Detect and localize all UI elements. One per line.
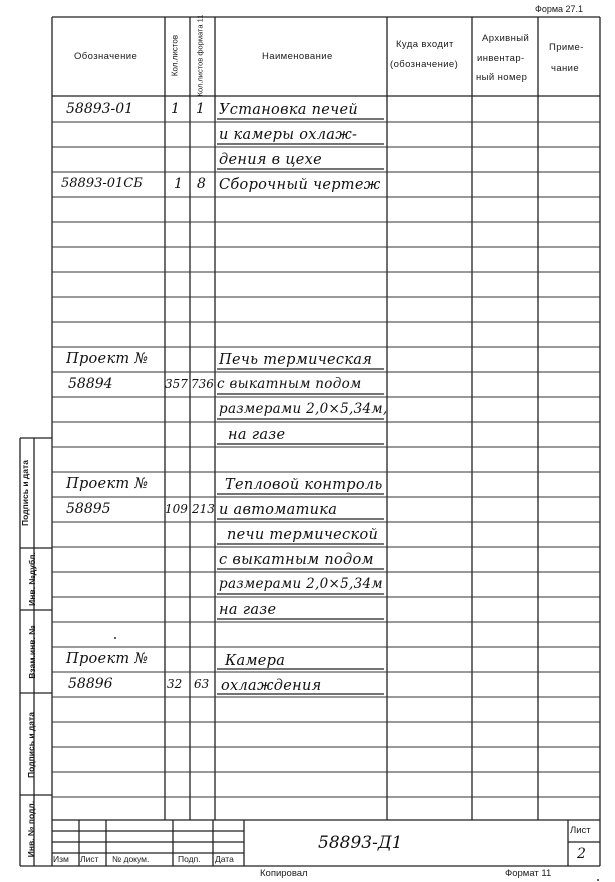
header-note-2: чание [551,63,580,74]
row-sheets: 109 [165,502,188,516]
label-date: Дата [215,854,234,864]
side-label-vzam-inv: Взам.инв. № [27,625,37,679]
row-name: размерами 2,0×5,34м [219,576,383,592]
label-signature: Подп. [178,854,201,864]
header-format-qty: Кол.листов формата 11 [195,14,205,97]
row-format: 63 [194,677,210,691]
row-designation: 58896 [68,676,113,692]
header-note-1: Приме- [549,42,584,53]
side-label-inv-podl: Инв. № подл. [26,800,36,858]
footer-format: Формат 11 [505,868,552,879]
sheet-number: 2 [577,846,586,862]
header-archive-2: инвентар- [477,53,525,64]
sheet-label: Лист [570,825,591,836]
row-designation: 58894 [68,376,113,392]
row-name: охлаждения [221,678,322,694]
header-where-used-1: Куда входит [396,39,454,50]
header-where-used-2: (обозначение) [390,59,459,70]
header-archive-3: ный номер [476,72,528,83]
row-designation: Проект № [66,651,149,667]
row-designation: 58895 [66,501,111,517]
document-code: 58893-Д1 [318,833,403,853]
row-format: 213 [192,502,215,516]
row-name: размерами 2,0×5,34м, [219,401,388,417]
row-designation: 58893-01СБ [61,176,143,191]
row-name: Камера [225,653,286,669]
row-name: Сборочный чертеж [219,177,381,193]
row-name: Установка печей [219,102,358,118]
row-name: с выкатным подом [217,376,362,392]
row-format: 1 [196,101,205,117]
header-archive-1: Архивный [482,33,530,44]
header-name: Наименование [262,51,333,62]
row-format: 736 [191,377,214,391]
row-sheets: 1 [174,176,183,192]
row-designation: 58893-01 [66,101,134,117]
row-name: печи термической [227,527,379,543]
row-sheets: 32 [167,677,183,691]
form-label: Форма 27.1 [535,4,584,14]
side-label-sign-date-bottom: Подпись и дата [26,712,36,778]
label-list: Лист [80,854,99,864]
label-doc-number: № докум. [112,854,150,864]
side-label-sign-date-top: Подпись и дата [20,460,30,526]
row-sheets: 1 [171,101,180,117]
row-designation: Проект № [66,476,149,492]
row-name: и автоматика [219,502,338,518]
label-izm: Изм [53,854,69,864]
row-name: Тепловой контроль [225,477,383,493]
header-qty-sheets: Кол.листов [170,34,180,77]
row-name: дения в цехе [219,152,322,168]
row-name: на газе [219,602,277,618]
row-format: 8 [197,176,206,192]
row-name: на газе [228,427,286,443]
side-label-inv-dubl: Инв. №дубл. [27,552,37,606]
row-name: Печь термическая [219,352,373,368]
footer-copied: Копировал [260,868,308,879]
row-name: с выкатным подом [219,552,374,568]
header-designation: Обозначение [74,51,138,62]
row-name: и камеры охлаж- [219,127,358,143]
row-designation: Проект № [66,351,149,367]
row-sheets: 357 [165,377,188,391]
